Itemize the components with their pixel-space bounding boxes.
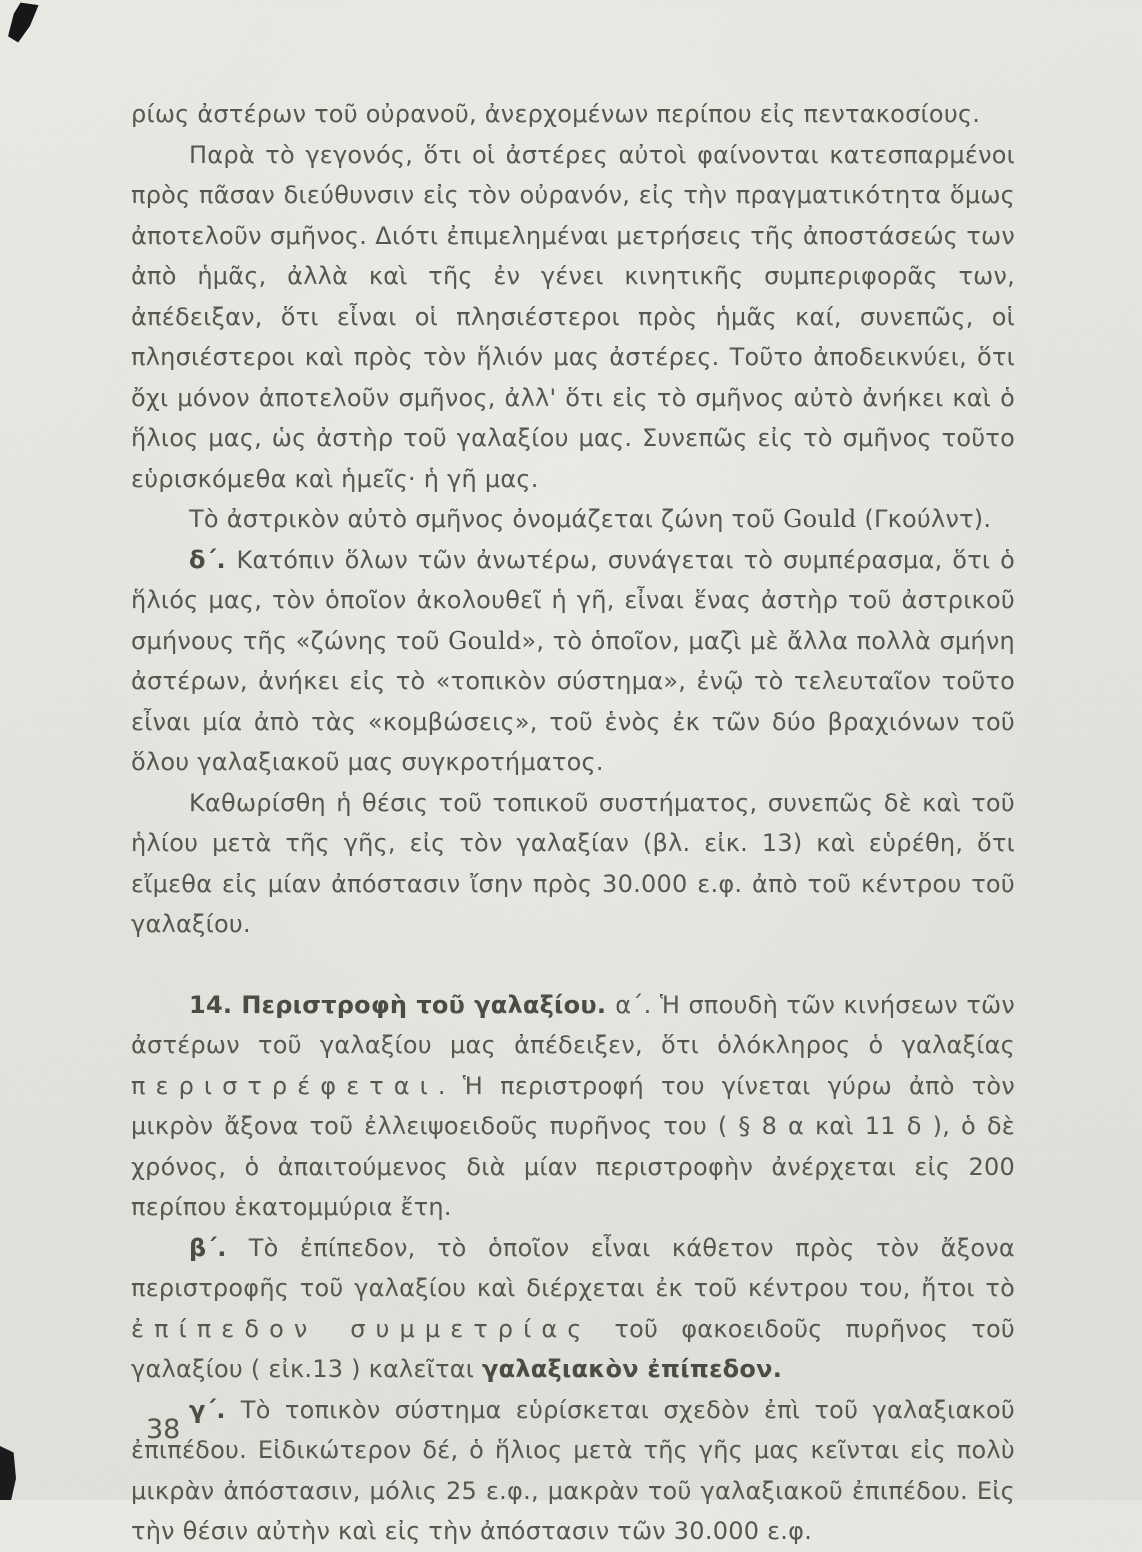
- page-number: 38: [146, 1414, 181, 1445]
- paragraph: [131, 94, 1015, 135]
- text-block: [131, 94, 1015, 1552]
- text-segment: β΄.: [189, 1233, 249, 1262]
- paragraph: [131, 985, 1015, 1228]
- text-segment: Κατόπιν ὅλων τῶν ἀνωτέρω, συνάγεται τὸ συμπέρασμα, ὅτι ὁ ἥλιός μας, τὸν ὁποῖον ἀκολουθεῖ ἡ γῆ, εἶναι ἕνας ἀστὴρ τοῦ ἀστρικοῦ σμήνους τῆς «ζώνης τοῦ: [131, 545, 1015, 655]
- paragraph: [131, 135, 1015, 500]
- text-segment: Gould: [448, 626, 522, 655]
- text-segment: Τὸ τοπικὸν σύστημα εὑρίσκεται σχεδὸν ἐπὶ τοῦ γαλαξιακοῦ ἐπιπέδου. Εἰδικώτερον δέ, ὁ ἥλιος μετὰ τῆς γῆς μας κεῖνται εἰς πολὺ μικρὰν ἀπόστασιν, μόλις 25 ε.φ., μακρὰν τοῦ γαλαξιακοῦ ἐπιπέδου. Εἰς τὴν θέσιν αὐτὴν καὶ εἰς τὴν ἀπόστασιν τῶν 30.000 ε.φ.: [131, 1395, 1015, 1545]
- text-segment: 14. Περιστροφὴ τοῦ γαλαξίου.: [189, 990, 616, 1019]
- text-segment: Τὸ ἐπίπεδον, τὸ ὁποῖον εἶναι κάθετον πρὸς τὸν ἄξονα περιστροφῆς τοῦ γαλαξίου καὶ διέρχεται ἐκ τοῦ κέντρου του, ἤτοι τὸ: [131, 1233, 1015, 1302]
- scan-artifact-bottom-left: [0, 1446, 16, 1500]
- text-segment: (Γκούλντ).: [856, 505, 992, 533]
- text-segment: ἐπίπεδον συμμετρίας: [131, 1314, 592, 1343]
- text-segment: . Ἡ περιστροφή του γίνεται γύρω ἀπὸ τὸν μικρὸν ἄξονα τοῦ ἐλλειψοειδοῦς πυρῆνος του ( § 8 α καὶ 11 δ ), ὁ δὲ χρόνος, ὁ ἀπαιτούμενος διὰ μίαν περιστροφὴν ἀνέρχεται εἰς 200 περίπου ἑκατομμύρια ἔτη.: [131, 1071, 1015, 1221]
- text-segment: γ΄.: [189, 1395, 241, 1424]
- text-segment: », τὸ ὁποῖον, μαζὶ μὲ ἄλλα πολλὰ σμήνη ἀστέρων, ἀνήκει εἰς τὸ «τοπικὸν σύστημα», ἐνῷ τὸ τελευταῖον τοῦτο εἶναι μία ἀπὸ τὰς «κομβώσεις», τοῦ ἑνὸς ἐκ τῶν δύο βραχιόνων τοῦ ὅλου γαλαξιακοῦ μας συγκροτήματος.: [131, 626, 1015, 776]
- text-segment: δ΄.: [189, 545, 237, 574]
- text-segment: Gould: [783, 505, 857, 533]
- text-segment: τοῦ φακοειδοῦς πυρῆνος τοῦ γαλαξίου ( εἰκ.13 ) καλεῖται: [131, 1314, 1015, 1383]
- paragraph: [131, 1390, 1015, 1552]
- text-segment: Καθωρίσθη ἡ θέσις τοῦ τοπικοῦ συστήματος, συνεπῶς δὲ καὶ τοῦ ἡλίου μετὰ τῆς γῆς, εἰς τὸν γαλαξίαν (βλ. εἰκ. 13) καὶ εὑρέθη, ὅτι εἴμεθα εἰς μίαν ἀπόστασιν ἴσην πρὸς 30.000 ε.φ. ἀπὸ τοῦ κέντρου τοῦ γαλαξίου.: [131, 788, 1015, 938]
- paragraph: [131, 540, 1015, 783]
- text-segment: γαλαξιακὸν ἐπίπεδον.: [482, 1355, 783, 1383]
- paragraph: [131, 1228, 1015, 1390]
- text-segment: α΄. Ἡ σπουδὴ τῶν κινήσεων τῶν ἀστέρων τοῦ γαλαξίου μας ἀπέδειξεν, ὅτι ὁλόκληρος ὁ γαλαξίας: [131, 990, 1015, 1059]
- scan-artifact-top-left: [7, 1, 38, 44]
- paragraph: [131, 499, 1015, 540]
- text-segment: Τὸ ἀστρικὸν αὐτὸ σμῆνος ὀνομάζεται ζώνη τοῦ: [189, 505, 784, 533]
- paragraph: [131, 783, 1015, 945]
- text-segment: Παρὰ τὸ γεγονός, ὅτι οἱ ἀστέρες αὐτοὶ φαίνονται κατεσπαρμένοι πρὸς πᾶσαν διεύθυνσιν εἰς τὸν οὐρανόν, εἰς τὴν πραγματικότητα ὅμως ἀποτελοῦν σμῆνος. Διότι ἐπιμελημέναι μετρήσεις τῆς ἀποστάσεώς των ἀπὸ ἡμᾶς, ἀλλὰ καὶ τῆς ἐν γένει κινητικῆς συμπεριφορᾶς των, ἀπέδειξαν, ὅτι εἶναι οἱ πλησιέστεροι πρὸς ἡμᾶς καί, συνεπῶς, οἱ πλησιέστεροι καὶ πρὸς τὸν ἥλιόν μας ἀστέρες. Τοῦτο ἀποδεικνύει, ὅτι ὄχι μόνον ἀποτελοῦν σμῆνος, ἀλλ' ὅτι εἰς τὸ σμῆνος αὐτὸ ἀνήκει καὶ ὁ ἥλιος μας, ὡς ἀστὴρ τοῦ γαλαξίου μας. Συνεπῶς εἰς τὸ σμῆνος τοῦτο εὑρισκόμεθα καὶ ἡμεῖς· ἡ γῆ μας.: [131, 140, 1015, 493]
- text-segment: ρίως ἀστέρων τοῦ οὐρανοῦ, ἀνερχομένων περίπου εἰς πεντακοσίους.: [131, 100, 981, 128]
- text-segment: περιστρέφεται: [131, 1071, 438, 1100]
